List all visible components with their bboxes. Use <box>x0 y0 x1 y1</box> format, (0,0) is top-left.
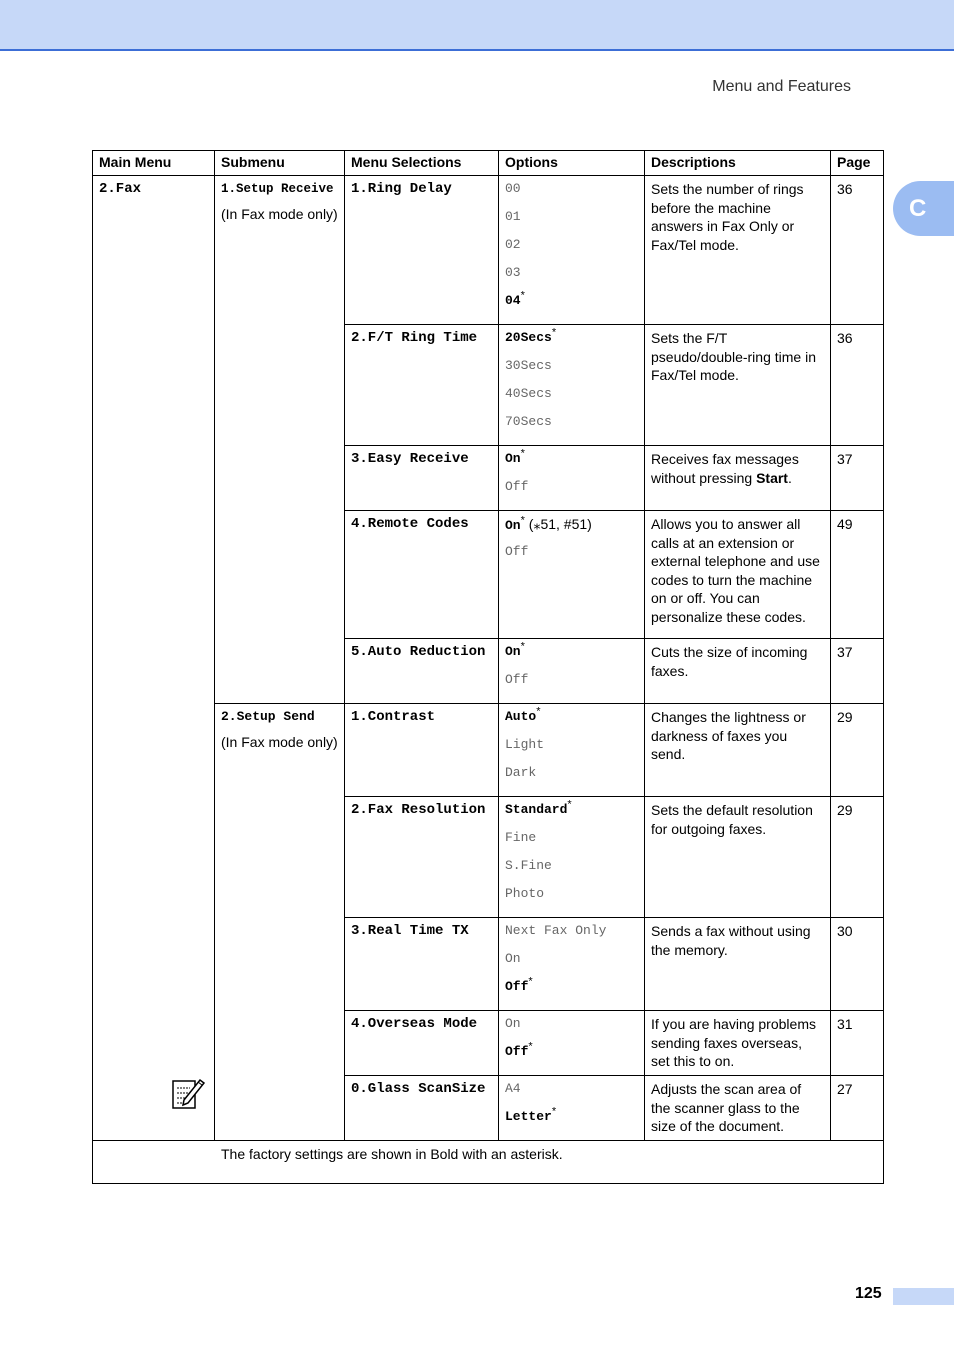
page-ref-cell: 29 <box>831 704 884 797</box>
option-text: 40Secs <box>505 386 552 401</box>
option-item <box>505 447 638 478</box>
option-item <box>505 885 638 913</box>
menu-selection-cell: 3.Easy Receive <box>345 446 499 511</box>
option-item <box>505 289 638 320</box>
table-header-row <box>93 151 884 176</box>
options-cell <box>499 918 645 1011</box>
default-asterisk: * <box>528 975 533 988</box>
option-text: Dark <box>505 765 537 780</box>
option-item <box>505 357 638 385</box>
default-asterisk: * <box>567 798 572 811</box>
description-cell: Sets the default resolution for outgoing faxes. <box>645 797 831 918</box>
option-item <box>505 543 638 571</box>
page-ref-cell: 30 <box>831 918 884 1011</box>
option-item <box>505 1105 638 1136</box>
submenu-note: (In Fax mode only) <box>221 205 338 222</box>
page-ref-cell: 36 <box>831 176 884 325</box>
menu-table <box>92 150 884 1184</box>
option-item <box>505 671 638 699</box>
option-text: 02 <box>505 237 521 252</box>
option-text: 70Secs <box>505 414 552 429</box>
option-text: Letter <box>505 1109 552 1124</box>
options-cell <box>499 511 645 639</box>
option-text: Off <box>505 979 529 994</box>
default-asterisk: * <box>551 1105 557 1118</box>
option-item <box>505 515 638 543</box>
default-asterisk: * <box>520 640 525 653</box>
option-text: 04 <box>505 293 521 308</box>
menu-selection-cell: 4.Overseas Mode <box>345 1011 499 1076</box>
option-item <box>505 413 638 441</box>
page-ref-cell: 37 <box>831 446 884 511</box>
option-item <box>505 208 638 236</box>
option-text: 30Secs <box>505 358 552 373</box>
menu-selection-cell: 0.Glass ScanSize <box>345 1076 499 1141</box>
menu-selection-cell: 2.F/T Ring Time <box>345 325 499 446</box>
options-cell <box>499 639 645 704</box>
menu-selection-cell: 2.Fax Resolution <box>345 797 499 918</box>
option-text: Auto <box>505 709 537 724</box>
options-cell <box>499 446 645 511</box>
options-cell <box>499 797 645 918</box>
option-text: S.Fine <box>505 858 552 873</box>
default-asterisk: * <box>520 289 525 302</box>
description-cell: Cuts the size of incoming faxes. <box>645 639 831 704</box>
option-item <box>505 764 638 792</box>
options-cell <box>499 176 645 325</box>
col-header-menu-selections: Menu Selections <box>345 151 499 176</box>
note-text: The factory settings are shown in Bold with an asterisk. <box>221 1146 563 1162</box>
table-row <box>93 176 884 325</box>
option-item <box>505 950 638 978</box>
submenu-cell <box>215 704 345 1141</box>
page-ref-cell: 27 <box>831 1076 884 1141</box>
menu-selection-cell: 1.Contrast <box>345 704 499 797</box>
option-text: 20Secs <box>505 330 552 345</box>
option-item <box>505 857 638 885</box>
option-text: 00 <box>505 181 521 196</box>
option-text: On <box>505 644 521 659</box>
page-ref-cell: 31 <box>831 1011 884 1076</box>
menu-selection-cell: 1.Ring Delay <box>345 176 499 325</box>
option-text: 03 <box>505 265 521 280</box>
default-asterisk: * <box>551 326 557 339</box>
footer-band <box>893 1288 954 1305</box>
col-header-main-menu: Main Menu <box>93 151 215 176</box>
description-cell: Sends a fax without using the memory. <box>645 918 831 1011</box>
option-text: On <box>505 518 521 533</box>
option-item <box>505 736 638 764</box>
option-text: Off <box>505 1044 529 1059</box>
options-cell <box>499 325 645 446</box>
option-item <box>505 975 638 1006</box>
default-asterisk: * <box>520 447 525 460</box>
option-text: Fine <box>505 830 537 845</box>
submenu-cell <box>215 176 345 704</box>
option-item <box>505 236 638 264</box>
description-post: . <box>787 469 792 486</box>
description-cell: If you are having problems sending faxes overseas, set this to on. <box>645 1011 831 1076</box>
running-header: Menu and Features <box>712 78 851 95</box>
option-text: Standard <box>505 802 568 817</box>
col-header-submenu: Submenu <box>215 151 345 176</box>
option-text: Photo <box>505 886 545 901</box>
description-bold: Start <box>756 469 788 486</box>
main-menu-cell: 2.Fax <box>93 176 215 1141</box>
page-ref-cell: 49 <box>831 511 884 639</box>
option-text: Off <box>505 672 529 687</box>
menu-selection-cell: 3.Real Time TX <box>345 918 499 1011</box>
page-ref-cell: 29 <box>831 797 884 918</box>
description-pre: Receives fax messages without pressing <box>651 451 799 486</box>
option-text: Off <box>505 479 529 494</box>
option-item <box>505 478 638 506</box>
option-item <box>505 705 638 736</box>
page-ref-cell: 37 <box>831 639 884 704</box>
submenu-label: 2.Setup Send <box>221 709 315 724</box>
top-header-band <box>0 0 954 51</box>
option-item <box>505 1040 638 1071</box>
option-item <box>505 829 638 857</box>
option-text: On <box>505 951 521 966</box>
submenu-note: (In Fax mode only) <box>221 733 338 750</box>
page-number: 125 <box>855 1285 882 1302</box>
option-text: A4 <box>505 1081 521 1096</box>
options-cell <box>499 704 645 797</box>
description-cell: Adjusts the scan area of the scanner glass to the size of the document. <box>645 1076 831 1141</box>
default-asterisk: * <box>528 1040 533 1053</box>
options-cell <box>499 1011 645 1076</box>
page-ref-cell: 36 <box>831 325 884 446</box>
col-header-descriptions: Descriptions <box>645 151 831 176</box>
menu-selection-cell: 4.Remote Codes <box>345 511 499 639</box>
options-cell <box>499 1076 645 1141</box>
option-text: Off <box>505 544 529 559</box>
option-text: Next Fax Only <box>505 923 607 938</box>
option-item <box>505 1080 638 1108</box>
appendix-tab: C <box>893 181 954 236</box>
option-extra: (⁎51, #51) <box>524 516 592 532</box>
note-pencil-icon <box>170 1076 206 1110</box>
option-item <box>505 798 638 829</box>
default-asterisk: * <box>536 705 541 718</box>
option-item <box>505 264 638 292</box>
menu-selection-cell: 5.Auto Reduction <box>345 639 499 704</box>
description-cell: Sets the number of rings before the machine answers in Fax Only or Fax/Tel mode. <box>645 176 831 325</box>
option-text: On <box>505 1016 521 1031</box>
option-item <box>505 640 638 671</box>
option-item <box>505 326 638 357</box>
default-asterisk: * <box>520 514 525 527</box>
col-header-options: Options <box>499 151 645 176</box>
option-text: On <box>505 451 521 466</box>
description-cell: Changes the lightness or darkness of faxes you send. <box>645 704 831 797</box>
option-item <box>505 922 638 950</box>
option-text: 01 <box>505 209 521 224</box>
option-text: Light <box>505 737 545 752</box>
option-item <box>505 180 638 208</box>
description-cell: Allows you to answer all calls at an extension or external telephone and use codes to turn the machine on or off. You can personalize these codes. <box>645 511 831 639</box>
note-row <box>93 1141 884 1184</box>
col-header-page: Page <box>831 151 884 176</box>
option-item <box>505 385 638 413</box>
option-item <box>505 1015 638 1043</box>
submenu-label: 1.Setup Receive <box>221 182 334 196</box>
description-cell <box>645 446 831 511</box>
description-cell: Sets the F/T pseudo/double-ring time in Fax/Tel mode. <box>645 325 831 446</box>
